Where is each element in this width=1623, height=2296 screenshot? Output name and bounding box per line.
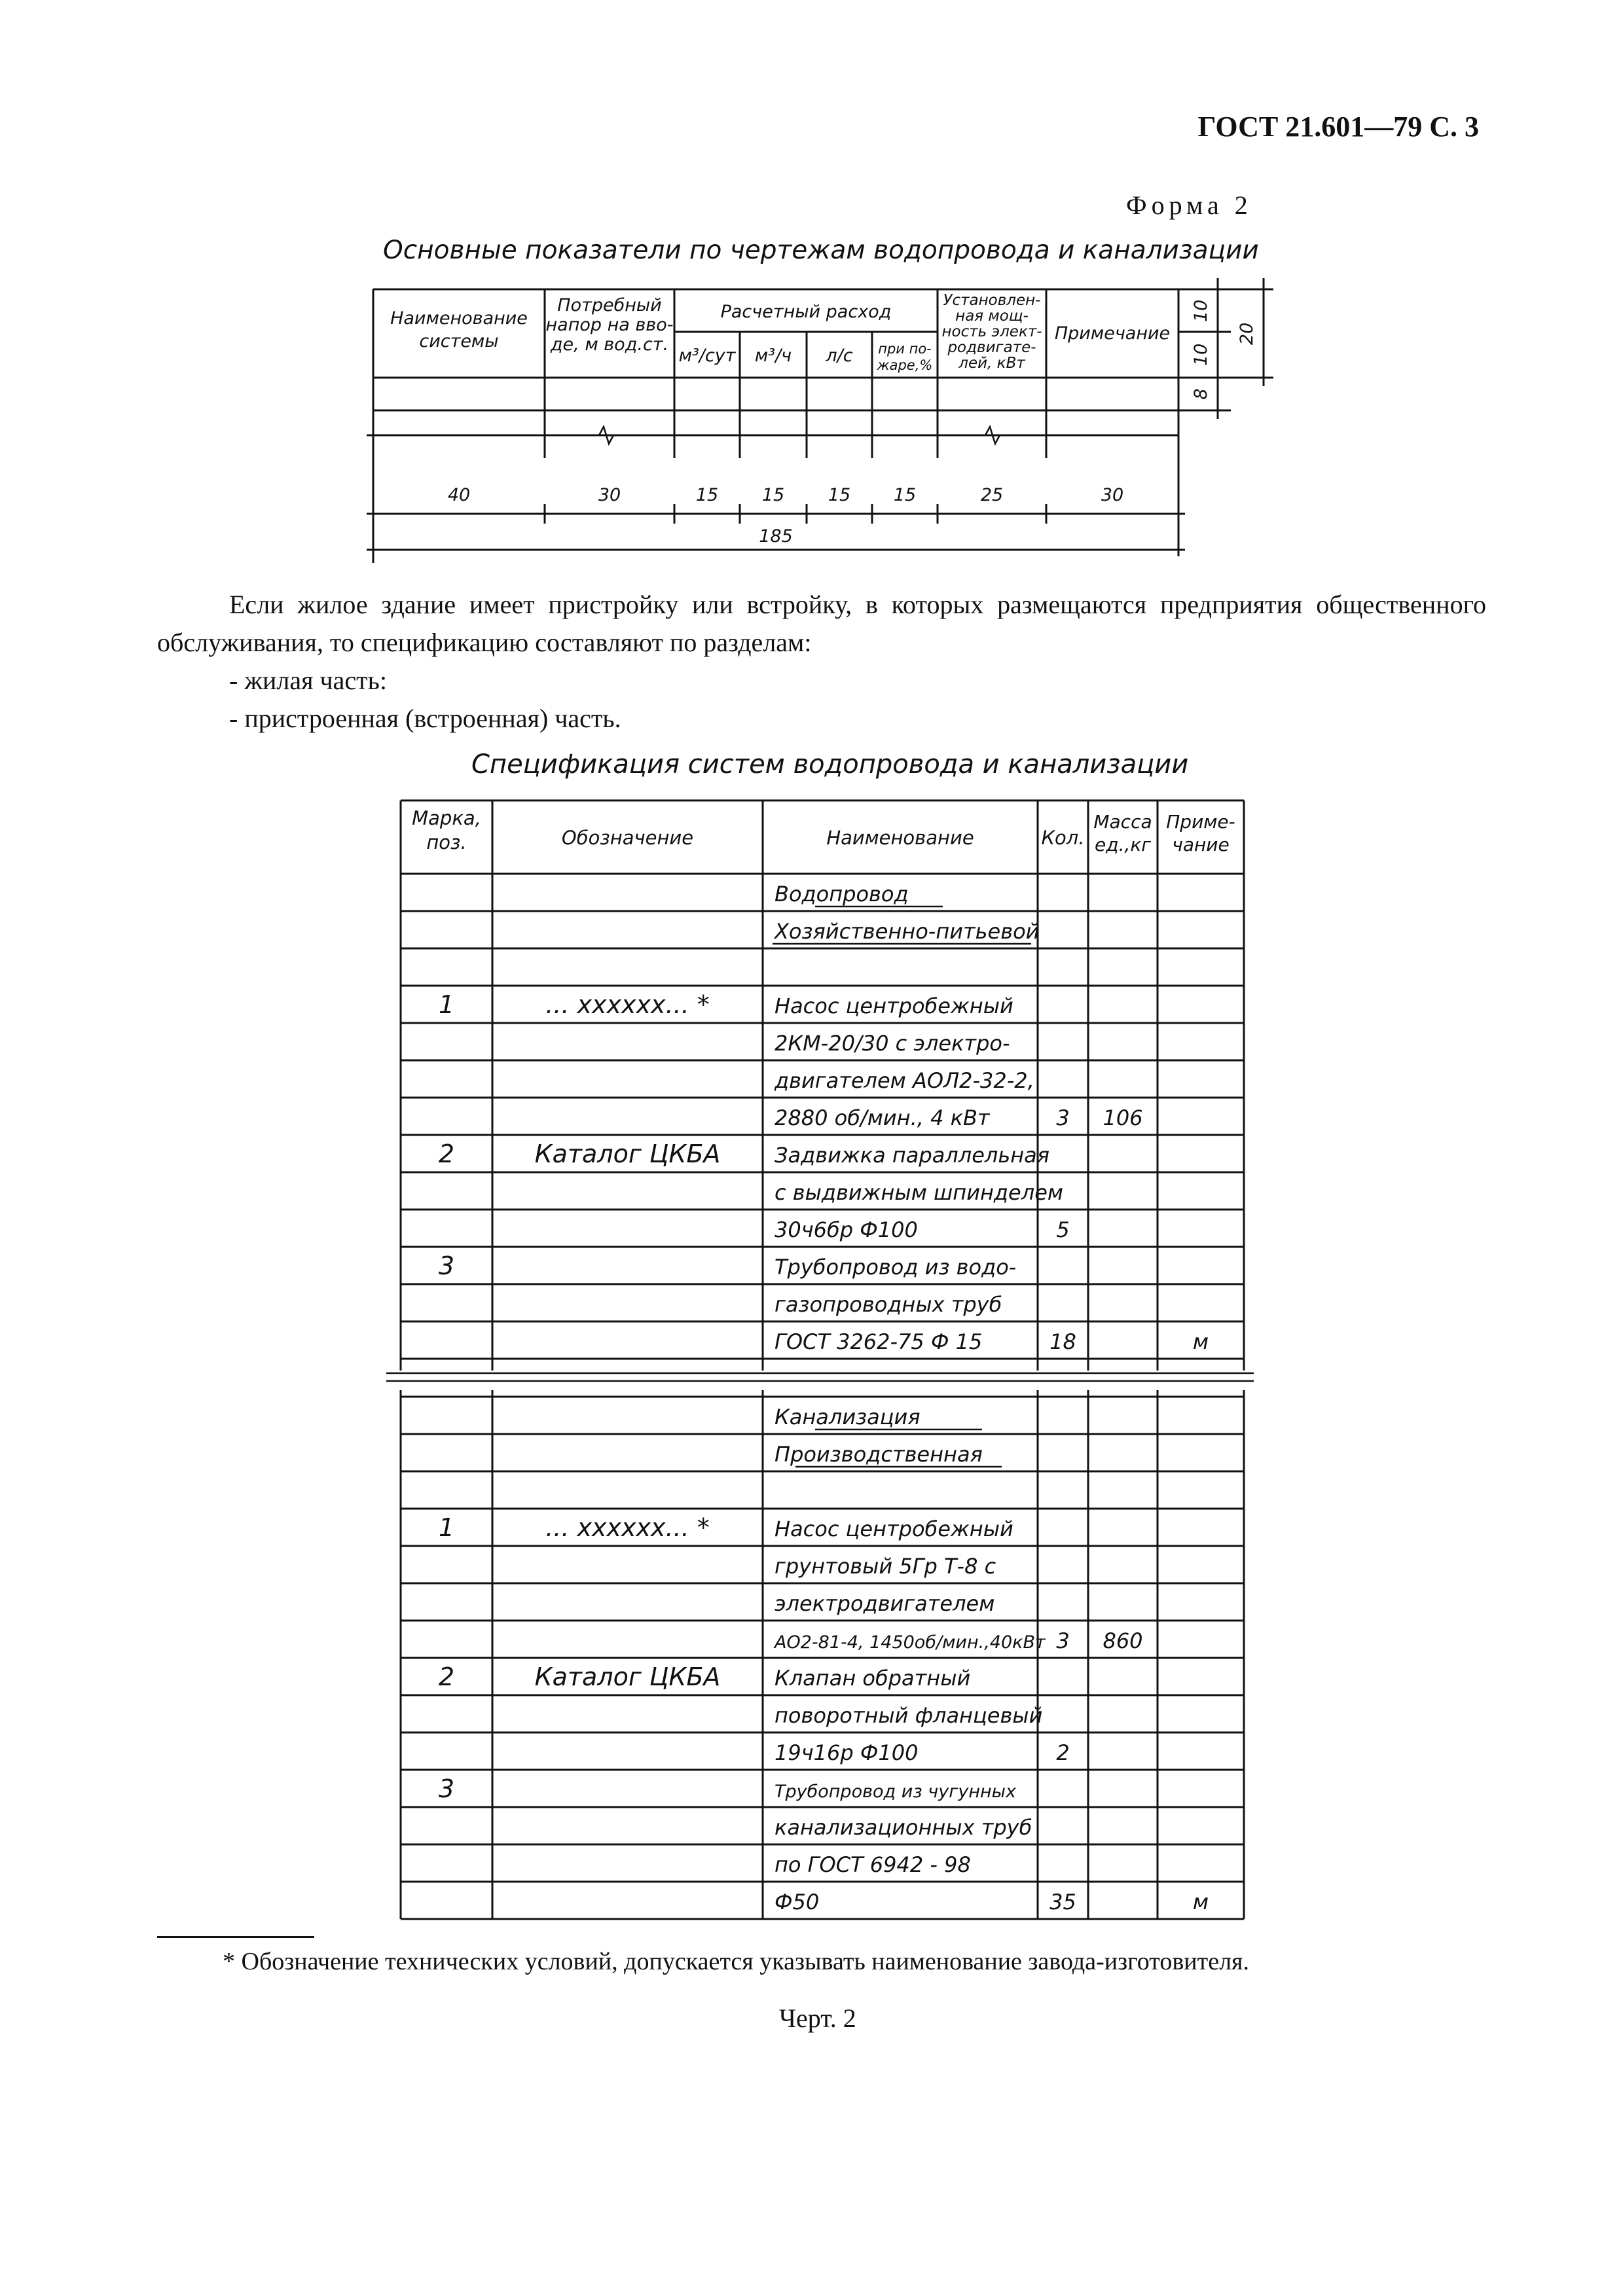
- height-row3: 8: [1191, 388, 1211, 400]
- spec-cell-name: Трубопровод из водо-: [775, 1255, 1017, 1280]
- width-total: 185: [759, 526, 793, 547]
- indicators-col2-line3: де, м вод.ст.: [550, 334, 669, 355]
- spec-cell-name: Клапан обратный: [775, 1666, 971, 1691]
- indicators-group-header: Расчетный расход: [720, 302, 892, 322]
- spec-cell-name: АО2-81-4, 1450об/мин.,40кВт: [775, 1632, 1046, 1653]
- indicators-col7-line4: родвигате-: [947, 339, 1036, 356]
- spec-head-name: Наименование: [826, 827, 974, 849]
- spec-cell-name: Трубопровод из чугунных: [775, 1782, 1016, 1802]
- spec-cell-mark: 2: [438, 1662, 455, 1691]
- paragraph-text: Если жилое здание имеет пристройку или встройку, в которых размещаются предприятия общественного обслуживания, то спецификацию составляют по разделам:: [157, 590, 1486, 657]
- spec-cell-qty: 5: [1056, 1217, 1070, 1242]
- spec-cell-mark: 1: [438, 1513, 455, 1542]
- spec-cell-qty: 3: [1056, 1105, 1070, 1130]
- spec-cell-name: поворотный фланцевый: [775, 1703, 1043, 1728]
- page-header: ГОСТ 21.601—79 С. 3: [1197, 111, 1479, 143]
- height-header-total: 20: [1237, 322, 1257, 346]
- indicators-title: Основные показатели по чертежам водопровода и канализации: [383, 236, 1259, 265]
- paragraph-item-2: - пристроенная (встроенная) часть.: [229, 704, 621, 733]
- indicators-sub4-line1: при по-: [878, 341, 932, 357]
- spec-cell-name: Хозяйственно-питьевой: [775, 919, 1040, 944]
- width-col7: 25: [980, 485, 1004, 505]
- width-col4: 15: [761, 485, 785, 505]
- width-col2: 30: [598, 485, 621, 505]
- spec-head-note-2: чание: [1172, 834, 1230, 855]
- spec-head-mass-2: ед.,кг: [1094, 834, 1152, 855]
- height-row2: 10: [1191, 343, 1211, 367]
- spec-cell-name: 30ч6бр Ф100: [775, 1217, 918, 1242]
- spec-cell-note: м: [1192, 1890, 1209, 1914]
- spec-cell-designation: Каталог ЦКБА: [534, 1662, 721, 1691]
- spec-cell-name: 2КМ-20/30 с электро-: [775, 1031, 1010, 1056]
- spec-cell-name: Ф50: [775, 1890, 820, 1914]
- spec-head-mass-1: Масса: [1093, 811, 1152, 833]
- spec-cell-name: грунтовый 5Гр Т-8 с: [775, 1554, 996, 1579]
- spec-cell-name: газопроводных труб: [775, 1292, 1002, 1317]
- indicators-col7-line2: ная мощ-: [955, 308, 1029, 325]
- indicators-col8: Примечание: [1054, 323, 1171, 344]
- spec-cell-name: 19ч16р Ф100: [775, 1740, 919, 1765]
- spec-head-mark-1: Марка,: [412, 807, 481, 829]
- spec-title: Спецификация систем водопровода и канализации: [471, 749, 1189, 780]
- width-col8: 30: [1101, 485, 1124, 505]
- figure-caption: Черт. 2: [779, 2003, 856, 2033]
- spec-cell-mass: 106: [1103, 1105, 1143, 1130]
- paragraph-item-1: - жилая часть:: [229, 666, 387, 695]
- spec-cell-name: Водопровод: [775, 882, 909, 906]
- spec-cell-designation: ... xxxxxx... *: [545, 1513, 710, 1542]
- spec-cell-name: Насос центробежный: [775, 1516, 1013, 1541]
- indicators-col7-line3: ность элект-: [941, 323, 1042, 340]
- spec-cell-mark: 3: [438, 1774, 455, 1803]
- spec-cell-name: Производственная: [775, 1442, 983, 1467]
- spec-cell-name: 2880 об/мин., 4 кВт: [775, 1105, 990, 1130]
- spec-cell-name: Канализация: [775, 1405, 921, 1429]
- spec-cell-name: двигателем АОЛ2-32-2,: [775, 1068, 1034, 1093]
- spec-cell-name: с выдвижным шпинделем: [775, 1180, 1064, 1205]
- indicators-col1-line2: системы: [419, 331, 499, 351]
- indicators-col7-line5: лей, кВт: [958, 355, 1025, 372]
- spec-cell-designation: Каталог ЦКБА: [534, 1139, 721, 1168]
- spec-cell-designation: ... xxxxxx... *: [545, 990, 710, 1019]
- spec-head-mark-2: поз.: [426, 831, 467, 853]
- indicators-sub2: м³/ч: [754, 346, 792, 366]
- width-col3: 15: [695, 485, 719, 505]
- spec-cell-name: электродвигателем: [775, 1591, 995, 1616]
- spec-cell-qty: 35: [1049, 1890, 1076, 1914]
- indicators-sub3: л/с: [826, 346, 853, 366]
- width-col1: 40: [447, 485, 471, 505]
- footnote: * Обозначение технических условий, допускается указывать наименование завода-изготовителя.: [223, 1948, 1250, 1975]
- spec-cell-name: ГОСТ 3262-75 Ф 15: [775, 1329, 983, 1354]
- width-col6: 15: [893, 485, 917, 505]
- spec-head-qty: Кол.: [1041, 827, 1085, 849]
- spec-head-note-1: Приме-: [1166, 811, 1235, 833]
- indicators-col1-line1: Наименование: [390, 308, 528, 329]
- spec-head-designation: Обозначение: [561, 827, 694, 849]
- spec-cell-qty: 2: [1056, 1740, 1070, 1765]
- indicators-sub1: м³/сут: [678, 346, 736, 366]
- spec-cell-qty: 3: [1056, 1628, 1070, 1653]
- spec-cell-name: по ГОСТ 6942 - 98: [775, 1852, 971, 1877]
- spec-cell-name: Насос центробежный: [775, 994, 1013, 1018]
- width-col5: 15: [828, 485, 851, 505]
- spec-cell-note: м: [1192, 1329, 1209, 1354]
- spec-cell-mark: 3: [438, 1251, 455, 1280]
- height-row1: 10: [1191, 299, 1211, 323]
- spec-cell-name: Задвижка параллельная: [775, 1143, 1049, 1168]
- indicators-col2-line2: напор на вво-: [545, 315, 674, 335]
- spec-cell-mark: 2: [438, 1139, 455, 1168]
- spec-cell-qty: 18: [1049, 1329, 1076, 1354]
- footnote-rule: [157, 1936, 314, 1938]
- spec-cell-mark: 1: [438, 990, 455, 1019]
- indicators-sub4-line2: жаре,%: [877, 357, 933, 373]
- spec-cell-name: канализационных труб: [775, 1815, 1032, 1840]
- indicators-col7-line1: Установлен-: [943, 292, 1041, 309]
- indicators-col2-line1: Потребный: [557, 295, 662, 315]
- form-label: Форма 2: [1126, 190, 1252, 220]
- spec-cell-mass: 860: [1103, 1628, 1143, 1653]
